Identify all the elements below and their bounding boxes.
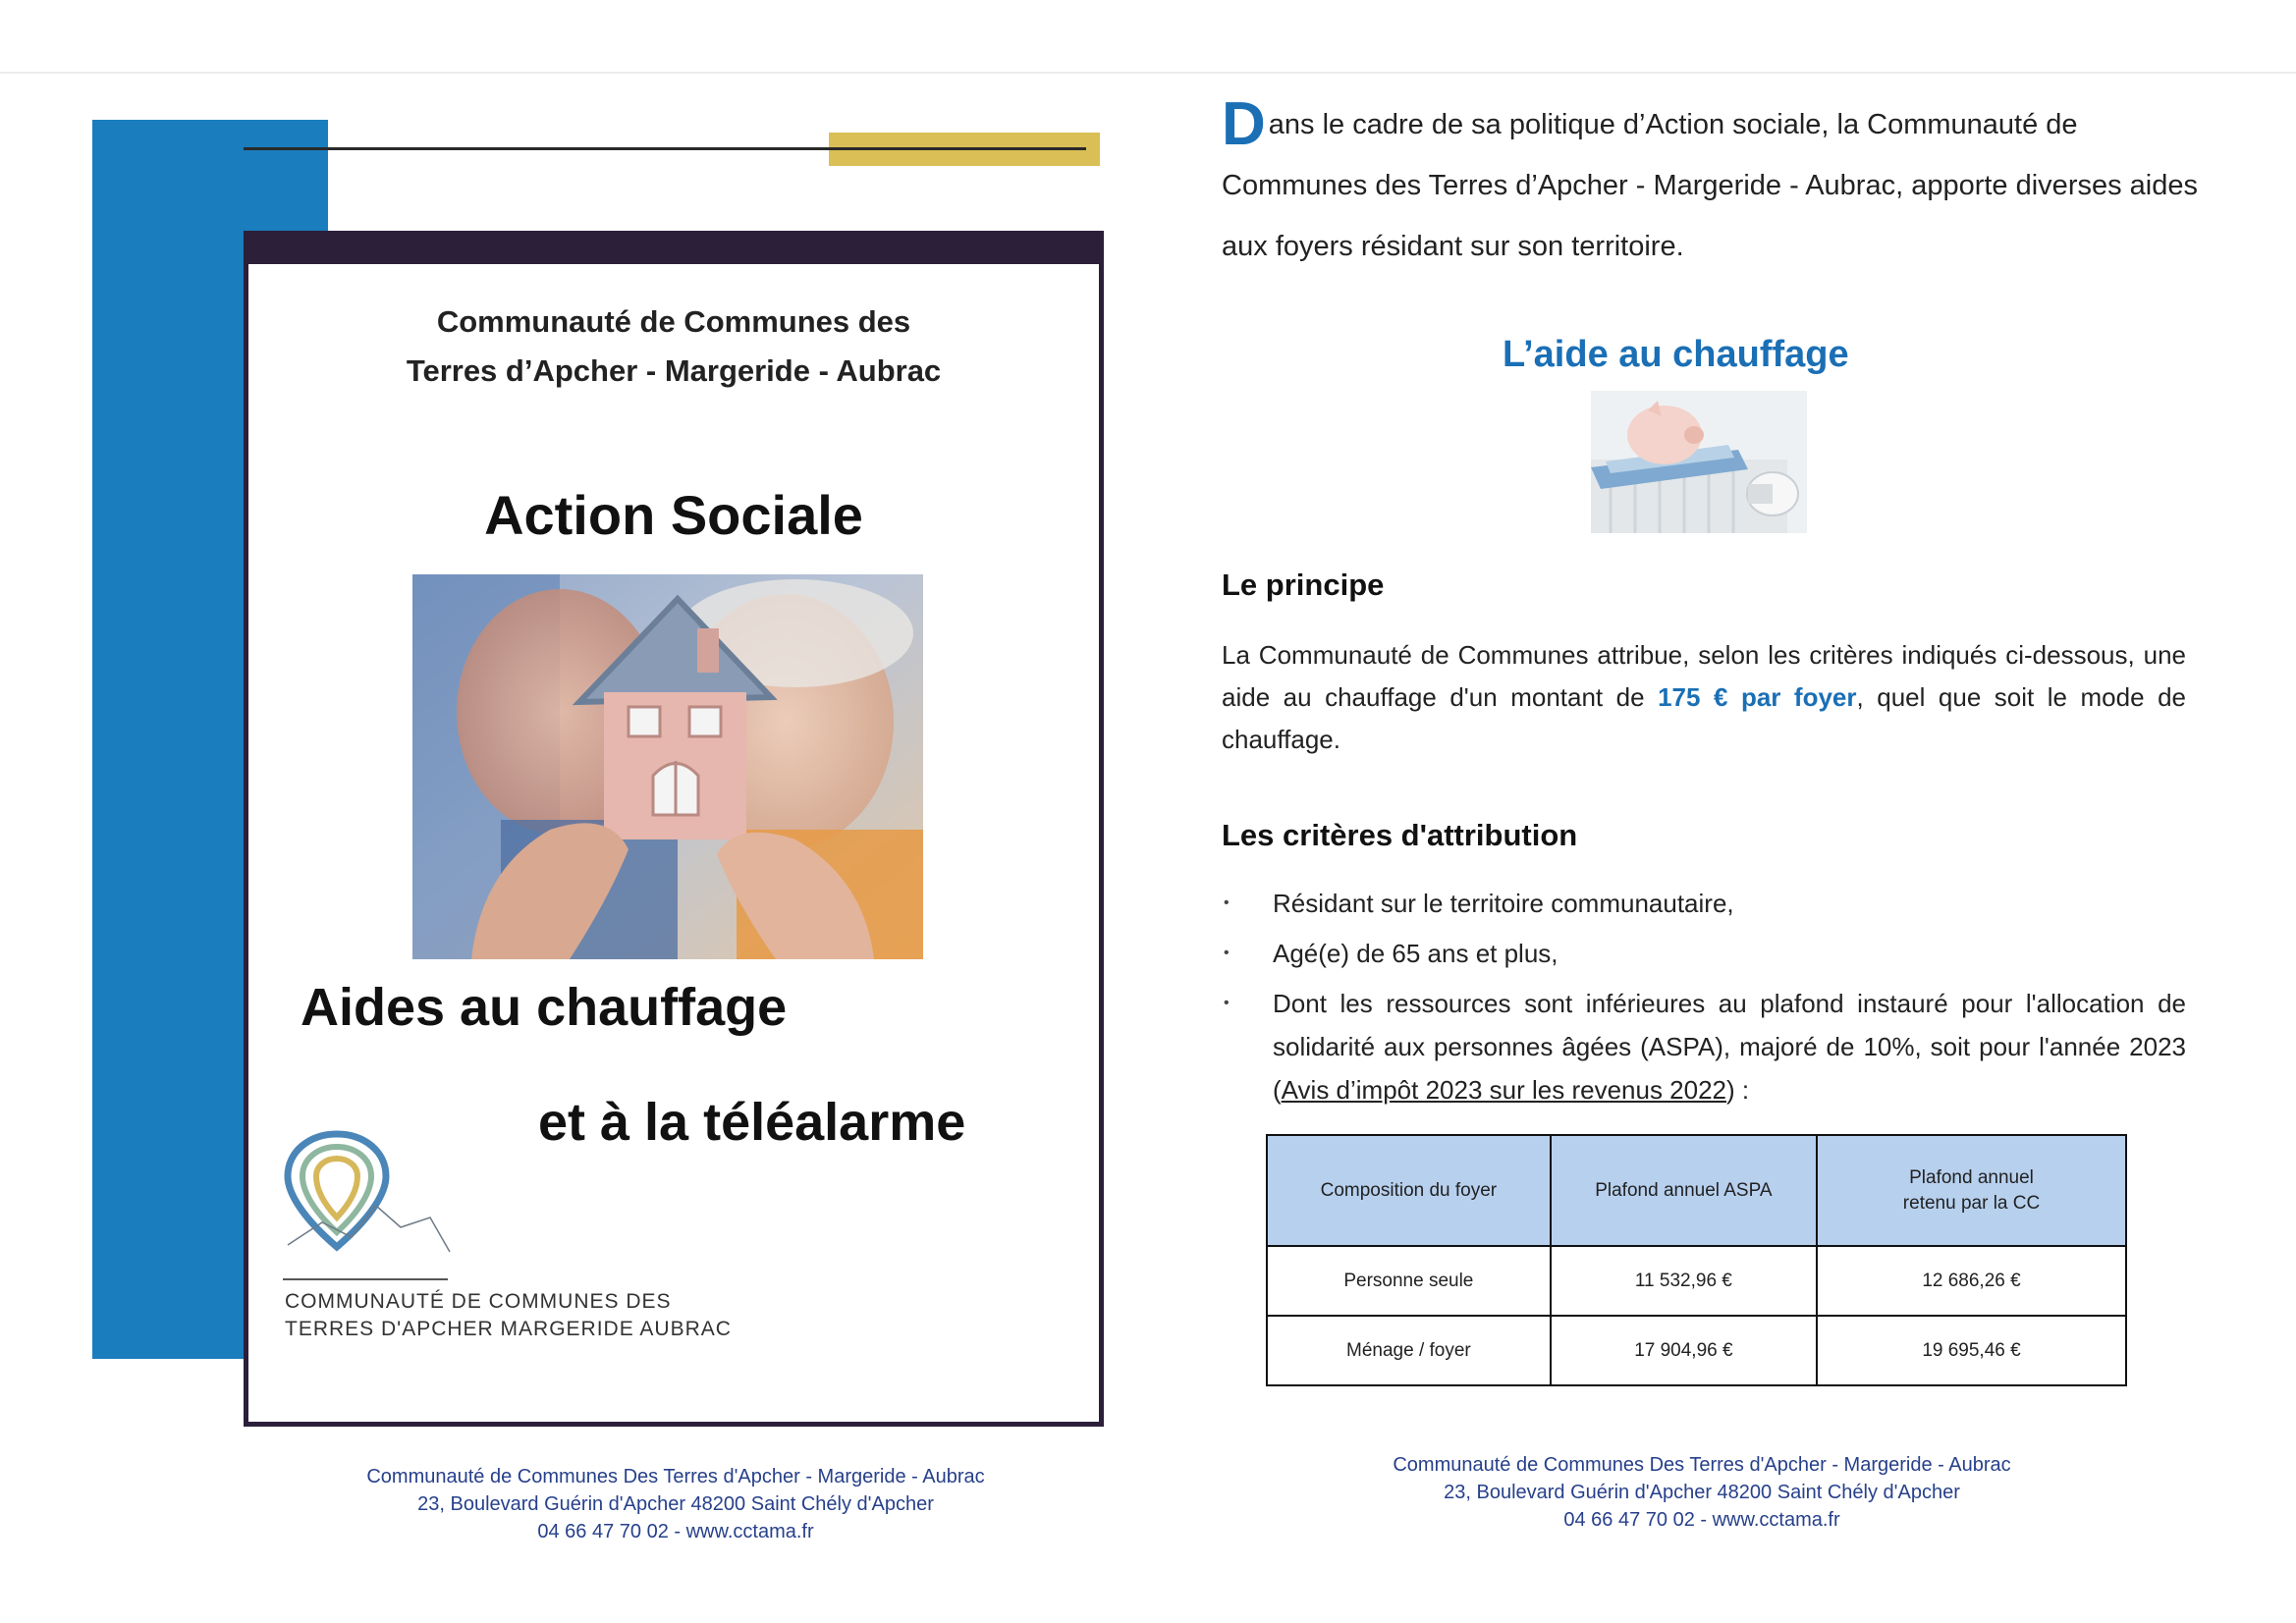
list-item <box>1222 982 2186 1111</box>
criteres-heading: Les critères d'attribution <box>1222 818 1578 852</box>
critere-text: Dont les ressources sont inférieures au plafond instauré pour l'allocation de solidarité aux personnes âgées (ASPA), majoré de 10%, soit pour l'année 2023 ( <box>1273 989 2186 1105</box>
table-row <box>1267 1246 2126 1316</box>
bullet-icon: • <box>1224 894 1230 911</box>
left-footer-line2: 23, Boulevard Guérin d'Apcher 48200 Saint Chély d'Apcher <box>417 1493 934 1515</box>
critere-text-end: ) : <box>1726 1075 1750 1105</box>
decorative-rule-over-gold <box>829 147 1086 150</box>
logo-text-line1: COMMUNAUTÉ DE COMMUNES DES <box>285 1290 672 1313</box>
intro-text: ans le cadre de sa politique d’Action sociale, la Communauté de Communes des Terres d’Apcher - Margeride - Aubrac, apporte diverses aides aux foyers résidant sur son territoire. <box>1222 109 2198 262</box>
criteres-list <box>1222 882 2186 1118</box>
principe-paragraph <box>1222 634 2186 761</box>
principe-amount: 175 € par foyer <box>1658 682 1857 712</box>
cover-org-line2: Terres d’Apcher - Margeride - Aubrac <box>406 353 942 388</box>
cover-org-line1: Communauté de Communes des <box>436 304 911 339</box>
intro-dropcap: D <box>1222 90 1266 158</box>
table-cell: Personne seule <box>1267 1246 1551 1316</box>
piggy-bank-radiator-photo <box>1591 391 1807 533</box>
intro-paragraph <box>1222 90 2204 277</box>
table-cell: Ménage / foyer <box>1267 1316 1551 1385</box>
critere-text: Agé(e) de 65 ans et plus, <box>1273 939 1558 968</box>
bullet-icon: • <box>1224 995 1230 1011</box>
table-header-cell: Plafond annuel retenu par la CC <box>1817 1135 2126 1246</box>
logo-text-line2: TERRES D'APCHER MARGERIDE AUBRAC <box>285 1318 732 1340</box>
left-footer <box>302 1463 1049 1545</box>
table-cell: 11 532,96 € <box>1551 1246 1817 1316</box>
cover-subtitle-telealarme: et à la téléalarme <box>538 1093 966 1152</box>
left-footer-line1: Communauté de Communes Des Terres d'Apcher - Margeride - Aubrac <box>366 1466 985 1488</box>
table-cell: 19 695,46 € <box>1817 1316 2126 1385</box>
cover-title: Action Sociale <box>484 484 863 546</box>
avis-impot-reference: Avis d’impôt 2023 sur les revenus 2022 <box>1281 1075 1727 1105</box>
logo-divider <box>283 1278 448 1280</box>
principe-text-before: La Communauté de Communes attribue, selon les critères indiqués ci-dessous, une aide au chauffage d'un montant de <box>1222 640 2186 712</box>
right-footer-line3: 04 66 47 70 02 - www.cctama.fr <box>1563 1509 1840 1531</box>
table-cell: 17 904,96 € <box>1551 1316 1817 1385</box>
table-header-cell: Composition du foyer <box>1267 1135 1551 1246</box>
right-footer-line2: 23, Boulevard Guérin d'Apcher 48200 Saint Chély d'Apcher <box>1444 1482 1960 1503</box>
scan-edge-line <box>0 72 2296 74</box>
table-row <box>1267 1316 2126 1385</box>
cover-subtitle-chauffage: Aides au chauffage <box>301 978 788 1037</box>
aide-chauffage-title: L’aide au chauffage <box>1503 334 1849 375</box>
cctama-logo-pin-icon <box>283 1129 460 1267</box>
list-item <box>1222 932 2186 975</box>
plafonds-table <box>1266 1134 2127 1386</box>
right-footer-line1: Communauté de Communes Des Terres d'Apcher - Margeride - Aubrac <box>1393 1454 2011 1476</box>
left-footer-line3: 04 66 47 70 02 - www.cctama.fr <box>537 1521 814 1542</box>
principe-heading: Le principe <box>1222 568 1385 602</box>
bullet-icon: • <box>1224 945 1230 961</box>
table-header-row <box>1267 1135 2126 1246</box>
cover-photo-house-in-hands <box>412 574 923 959</box>
critere-text: Résidant sur le territoire communautaire, <box>1273 889 1734 918</box>
right-footer <box>1329 1451 2075 1534</box>
list-item <box>1222 882 2186 925</box>
principe-text-after: , quel que soit le mode de chauffage. <box>1222 682 2186 754</box>
table-header-cell: Plafond annuel ASPA <box>1551 1135 1817 1246</box>
table-cell: 12 686,26 € <box>1817 1246 2126 1316</box>
